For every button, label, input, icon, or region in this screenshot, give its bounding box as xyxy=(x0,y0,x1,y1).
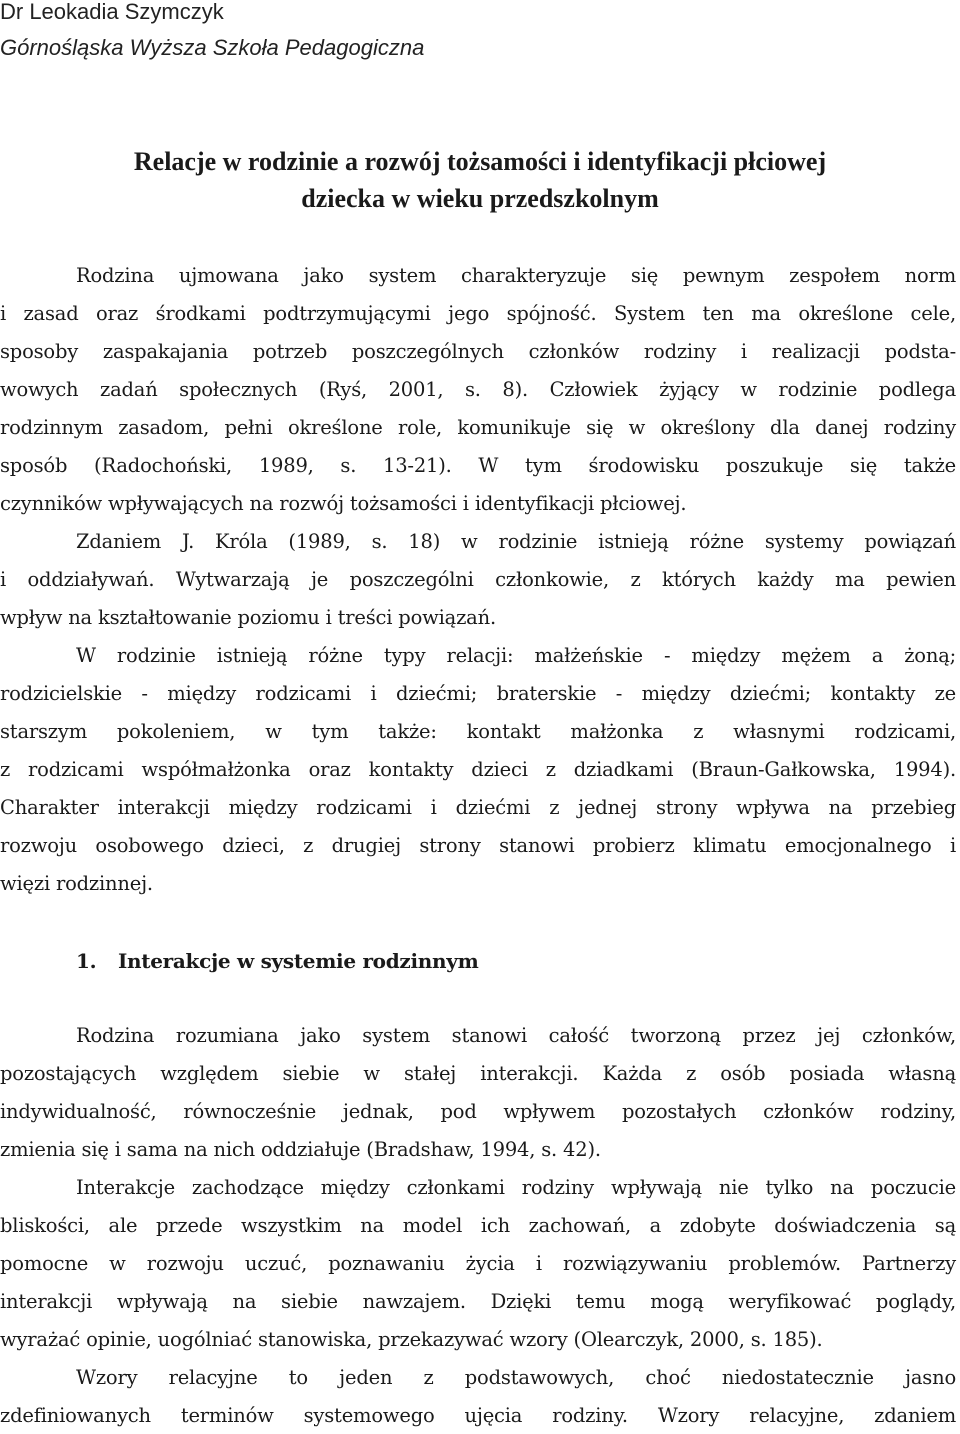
paragraph-line: wpływ na kształtowanie poziomu i treści powiązań. xyxy=(0,606,496,629)
section-heading xyxy=(76,946,478,976)
paragraph-line: sposób (Radochoński, 1989, s. 13-21). W tym środowisku poszukuje się także xyxy=(0,454,956,477)
paragraph-line: pozostających względem siebie w stałej interakcji. Każda z osób posiada własną xyxy=(0,1062,956,1085)
paragraph-line: rozwoju osobowego dzieci, z drugiej strony stanowi probierz klimatu emocjonalnego i xyxy=(0,834,956,857)
document-title-line-2: dziecka w wieku przedszkolnym xyxy=(301,184,659,213)
paragraph-line: interakcji wpływają na siebie nawzajem. Dzięki temu mogą weryfikować poglądy, xyxy=(0,1290,956,1313)
paragraph-line: starszym pokoleniem, w tym także: kontakt małżonka z własnymi rodzicami, xyxy=(0,720,956,743)
paragraph-line: czynników wpływających na rozwój tożsamości i identyfikacji płciowej. xyxy=(0,492,687,515)
paragraph-line: Interakcje zachodzące między członkami rodziny wpływają nie tylko na poczucie xyxy=(76,1176,956,1199)
section-number: 1. xyxy=(76,949,97,973)
paragraph-line: wowych zadań społecznych (Ryś, 2001, s. 8). Człowiek żyjący w rodzinie podlega xyxy=(0,378,956,401)
paragraph-line: wyrażać opinie, uogólniać stanowiska, przekazywać wzory (Olearczyk, 2000, s. 185). xyxy=(0,1328,823,1351)
paragraph-line: bliskości, ale przede wszystkim na model ich zachowań, a zdobyte doświadczenia są xyxy=(0,1214,956,1237)
section-title: Interakcje w systemie rodzinnym xyxy=(118,949,479,973)
author-affiliation: Górnośląska Wyższa Szkoła Pedagogiczna xyxy=(0,35,425,60)
paragraph-line: Zdaniem J. Króla (1989, s. 18) w rodzinie istnieją różne systemy powiązań xyxy=(76,530,956,553)
paragraph-line: więzi rodzinnej. xyxy=(0,872,153,895)
author-name: Dr Leokadia Szymczyk xyxy=(0,0,224,24)
paragraph-line: zmienia się i sama na nich oddziałuje (Bradshaw, 1994, s. 42). xyxy=(0,1138,601,1161)
paragraph-line: rodzinnym zasadom, pełni określone role, komunikuje się w określony dla danej rodziny xyxy=(0,416,956,439)
paragraph-line: rodzicielskie - między rodzicami i dziećmi; braterskie - między dziećmi; kontakty ze xyxy=(0,682,956,705)
paragraph-line: Rodzina ujmowana jako system charakteryzuje się pewnym zespołem norm xyxy=(76,264,956,287)
paragraph-line: sposoby zaspakajania potrzeb poszczególnych członków rodziny i realizacji podsta- xyxy=(0,340,956,363)
paragraph-line: z rodzicami współmałżonka oraz kontakty dzieci z dziadkami (Braun-Gałkowska, 1994). xyxy=(0,758,956,781)
paragraph-line: zdefiniowanych terminów systemowego ujęcia rodziny. Wzory relacyjne, zdaniem xyxy=(0,1404,956,1427)
paragraph-line: i oddziaływań. Wytwarzają je poszczególni członkowie, z których każdy ma pewien xyxy=(0,568,956,591)
paragraph-line: i zasad oraz środkami podtrzymującymi jego spójność. System ten ma określone cele, xyxy=(0,302,956,325)
document-title-line-1: Relacje w rodzinie a rozwój tożsamości i identyfikacji płciowej xyxy=(133,147,827,176)
paragraph-line: Rodzina rozumiana jako system stanowi całość tworzoną przez jej członków, xyxy=(76,1024,956,1047)
paragraph-line: Charakter interakcji między rodzicami i dziećmi z jednej strony wpływa na przebieg xyxy=(0,796,956,819)
paragraph-line: pomocne w rozwoju uczuć, poznawaniu życia i rozwiązywaniu problemów. Partnerzy xyxy=(0,1252,956,1275)
paragraph-line: indywidualność, równocześnie jednak, pod wpływem pozostałych członków rodziny, xyxy=(0,1100,956,1123)
paragraph-line: Wzory relacyjne to jeden z podstawowych, choć niedostatecznie jasno xyxy=(76,1366,956,1389)
paragraph-line: W rodzinie istnieją różne typy relacji: małżeńskie - między mężem a żoną; xyxy=(76,644,956,667)
